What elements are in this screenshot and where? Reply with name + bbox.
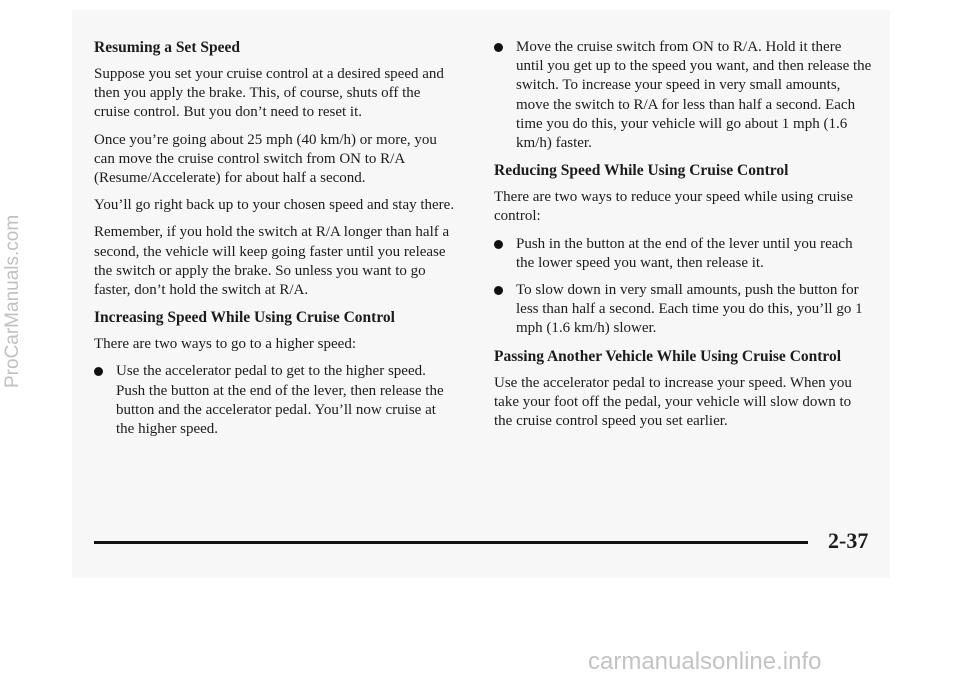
- reducing-heading: Reducing Speed While Using Cruise Control: [494, 162, 789, 180]
- increasing-bullet-2-text: Move the cruise switch from ON to R/A. Hold it there until you get up to the speed you want, and then release the switch. To increase your speed in very small amounts, move the switch to R/A for less than half a second. Each time you do this, your vehicle will go about 1 mph (1.6 km/h) faster.: [516, 39, 872, 152]
- reducing-bullet-2-text: To slow down in very small amounts, push the button for less than half a second. Each time you do this, you’ll go 1 mph (1.6 km/h) slower.: [516, 282, 863, 337]
- increasing-bullet-1-text: Use the accelerator pedal to get to the higher speed. Push the button at the end of the lever, then release the button and the accelerator pedal. You’ll now cruise at the higher speed.: [116, 363, 444, 438]
- increasing-bullet-2: [494, 38, 872, 153]
- increasing-intro: There are two ways to go to a higher speed:: [94, 336, 356, 353]
- bullet-icon: [494, 43, 503, 52]
- bullet-icon: [494, 240, 503, 249]
- resuming-paragraph-3: You’ll go right back up to your chosen speed and stay there.: [94, 197, 455, 214]
- reducing-bullet-1-text: Push in the button at the end of the lever until you reach the lower speed you want, then release it.: [516, 235, 853, 271]
- resuming-paragraph-4: Remember, if you hold the switch at R/A longer than half a second, the vehicle will keep going faster until you release the switch or apply the brake. So unless you want to go faster, don’t hold the switch at R/A.: [94, 224, 450, 299]
- bullet-icon: [94, 367, 103, 376]
- increasing-heading: Increasing Speed While Using Cruise Control: [94, 309, 395, 327]
- side-watermark: ProCarManuals.com: [2, 214, 23, 388]
- footer-watermark: carmanualsonline.info: [588, 648, 822, 675]
- left-column: [94, 38, 456, 447]
- resuming-heading: Resuming a Set Speed: [94, 39, 240, 56]
- right-column: [494, 38, 872, 439]
- passing-paragraph: Use the accelerator pedal to increase your speed. When you take your foot off the pedal, your vehicle will slow down to the cruise control speed you set earlier.: [494, 374, 852, 430]
- reducing-intro: There are two ways to reduce your speed while using cruise control:: [494, 189, 854, 225]
- resuming-paragraph-1: Suppose you set your cruise control at a desired speed and then you apply the brake. This, of course, shuts off the cruise control. But you don’t need to reset it.: [94, 66, 444, 121]
- footer-rule: [94, 541, 808, 544]
- reducing-bullet-2: [494, 281, 872, 339]
- passing-heading: Passing Another Vehicle While Using Cruise Control: [494, 347, 842, 365]
- reducing-bullet-1: [494, 235, 872, 273]
- increasing-bullet-1: [94, 362, 456, 439]
- manual-page: [72, 10, 890, 578]
- page-number: 2-37: [828, 528, 869, 553]
- bullet-icon: [494, 286, 503, 295]
- resuming-paragraph-2: Once you’re going about 25 mph (40 km/h) or more, you can move the cruise control switch from ON to R/A (Resume/Accelerate) for about half a second.: [94, 131, 437, 187]
